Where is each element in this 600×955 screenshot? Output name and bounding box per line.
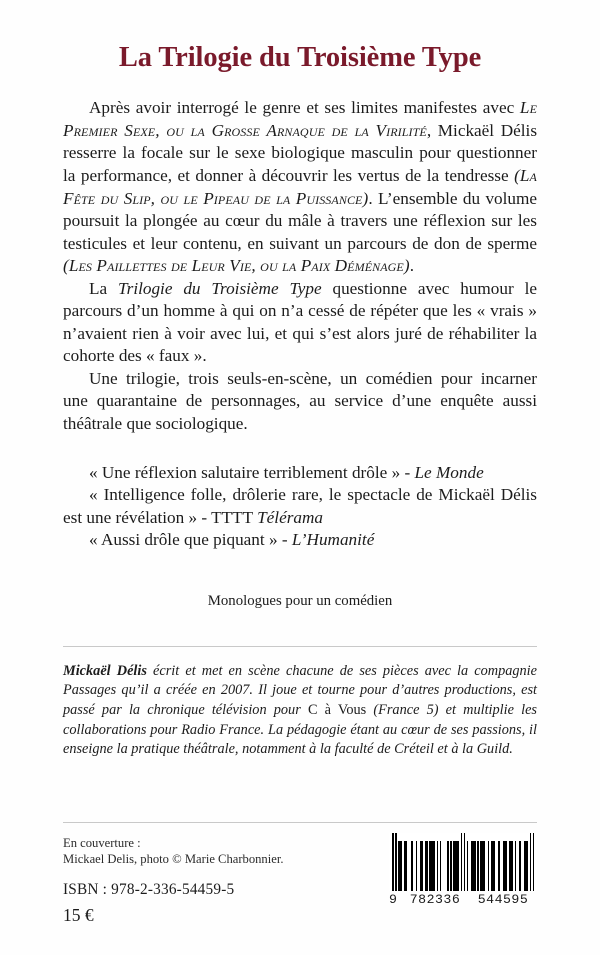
press-quote	[63, 462, 537, 485]
barcode-digit-first: 9	[389, 892, 398, 907]
barcode-bars	[389, 833, 537, 891]
blurb-paragraph-3: Une trilogie, trois seuls-en-scène, un comédien pour incarner une quarantaine de personnages, au service d’une enquête aussi théâtrale que sociologique.	[63, 368, 537, 433]
press-quotes-section	[63, 436, 537, 552]
price-text: 15 €	[63, 905, 94, 925]
author-bio-part-2: (France 5) et multiplie les collaborations pour Radio France. La pédagogie étant au cœur de ses passions, il enseigne la pratique théâtrale, notamment à la faculté de Créteil et à la Guild.	[63, 701, 537, 758]
barcode-digits-right: 544595	[477, 892, 529, 907]
cover-credit-line-1: En couverture :	[63, 836, 141, 850]
press-quote-text: « Aussi drôle que piquant » -	[89, 530, 292, 550]
work-title-les-paillettes: (Les Paillettes de Leur Vie, ou la Paix Déménage)	[63, 256, 410, 276]
press-quote	[63, 484, 537, 529]
cover-credit	[63, 835, 283, 868]
tagline: Monologues pour un comédien	[207, 592, 393, 609]
blurb-p1-mid-2: . L’ensemble du volume poursuit la plongée au cœur du mâle à travers une réflexion sur les testicules et leur contenu, en suivant un parcours de don de sperme	[63, 188, 537, 253]
press-quote-text: « Une réflexion salutaire terriblement drôle » -	[89, 462, 415, 482]
blurb-p1-mid-1: , Mickaël Délis resserre la focale sur le sexe biologique masculin pour questionner la performance, et donner à découvrir les vertus de la tendresse	[63, 120, 538, 185]
author-bio-part-1: écrit et met en scène chacune de ses pièces avec la compagnie Passages qu’il a créée en 2007. Il joue et tourne pour d’autres productions, est passé par la chronique télévision pour	[63, 662, 537, 718]
blurb-p2-lead: La	[89, 278, 119, 298]
ean13-barcode	[389, 833, 537, 907]
blurb-paragraph-2	[63, 278, 537, 368]
barcode-digits-left: 782336	[409, 892, 461, 907]
isbn-text: ISBN : 978-2-336-54459-5	[63, 881, 235, 898]
author-bio	[63, 647, 537, 760]
press-quote	[63, 529, 537, 552]
footer	[0, 822, 600, 943]
cover-credit-line-2: Mickael Delis, photo © Marie Charbonnier.	[63, 852, 284, 867]
page-title: La Trilogie du Troisième Type	[118, 42, 482, 73]
blurb-paragraph-1	[63, 97, 537, 277]
barcode-digits	[389, 891, 537, 907]
work-title-le-premier-sexe: Le Premier Sexe, ou la Grosse Arnaque de la Virilité	[63, 98, 537, 140]
press-quote-source: L’Humanité	[291, 530, 375, 550]
press-quote-source-prefix: TTTT	[211, 507, 258, 527]
press-quote-source: Le Monde	[414, 462, 484, 482]
tv-show-name: C à Vous	[307, 701, 367, 718]
press-quote-source: Télérama	[257, 507, 323, 527]
work-title-trilogie: Trilogie du Troisième Type	[118, 278, 322, 298]
author-name: Mickaël Délis	[63, 662, 147, 679]
blurb-section	[63, 73, 537, 435]
work-title-la-fete-du-slip: (La Fête du Slip, ou le Pipeau de la Puissance)	[63, 165, 537, 208]
press-quote-text: « Intelligence folle, drôlerie rare, le spectacle de Mickaël Délis est une révélation » -	[63, 485, 537, 527]
blurb-p2-tail: questionne avec humour le parcours d’un homme à qui on n’a cessé de répéter que les « vrais » n’avaient rien à voir avec lui, et qui s’est alors juré de réhabiliter la cohorte des « faux ».	[63, 278, 537, 366]
barcode-bar	[533, 833, 535, 891]
blurb-p1-tail: .	[409, 256, 414, 276]
blurb-p1-lead: Après avoir interrogé le genre et ses limites manifestes avec	[89, 98, 520, 118]
